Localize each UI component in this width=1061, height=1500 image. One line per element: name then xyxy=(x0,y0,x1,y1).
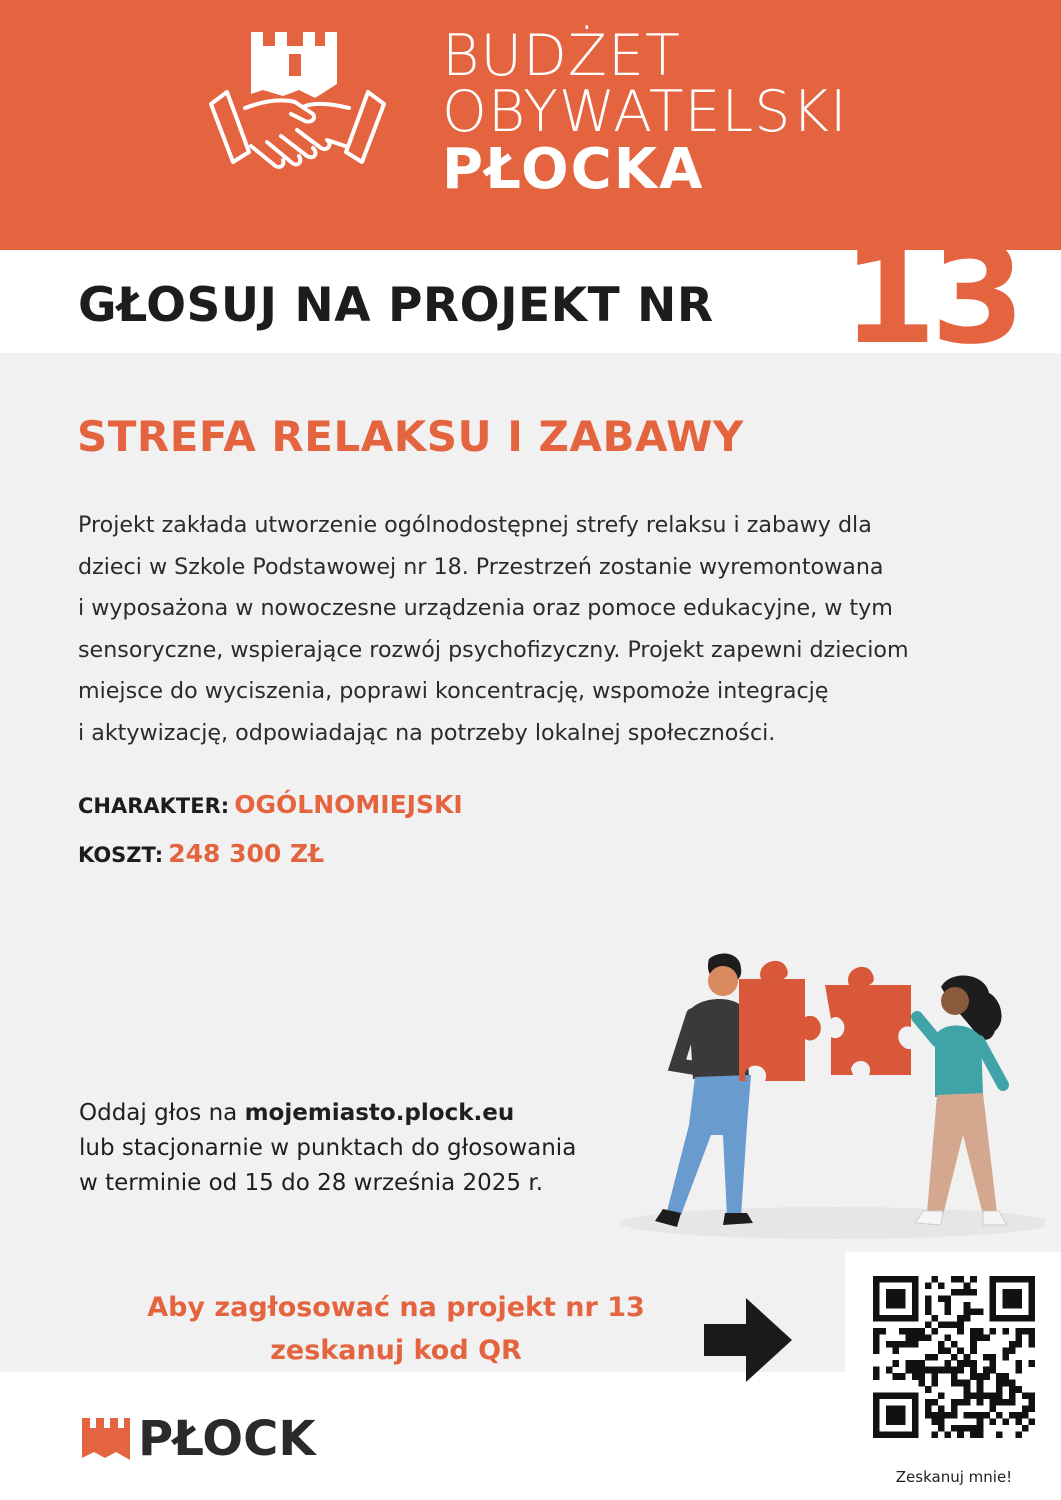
description-line: dzieci w Szkole Podstawowej nr 18. Przestrzeń zostanie wyremontowana xyxy=(78,553,884,580)
woman-figure xyxy=(915,976,1007,1225)
man-figure xyxy=(655,954,753,1227)
brand-line-1: BUDŻET xyxy=(442,23,681,89)
puzzle-people-illustration xyxy=(605,945,1045,1245)
cta-line-1: Aby zagłosować na projekt nr 13 xyxy=(147,1292,645,1323)
description-line: Projekt zakłada utworzenie ogólnodostępnej strefy relaksu i zabawy dla xyxy=(78,512,872,538)
voting-site-link[interactable]: mojemiasto.plock.eu xyxy=(244,1100,515,1126)
project-title: STREFA RELAKSU I ZABAWY xyxy=(77,412,744,461)
brand-wordmark xyxy=(442,23,848,202)
project-number: 13 xyxy=(842,217,1020,375)
qr-code[interactable] xyxy=(873,1276,1035,1438)
qr-call-to-action xyxy=(90,1286,702,1372)
voting-prefix: Oddaj głos na xyxy=(79,1100,245,1126)
description-line: sensoryczne, wspierające rozwój psychofizyczny. Projekt zapewni dzieciom xyxy=(78,636,909,663)
brand-line-2: OBYWATELSKI xyxy=(442,79,848,145)
project-cost xyxy=(78,839,324,868)
brand-line-3: PŁOCKA xyxy=(442,137,705,202)
voting-line-1 xyxy=(79,1096,576,1131)
vote-heading: GŁOSUJ NA PROJEKT NR xyxy=(78,278,714,333)
project-character xyxy=(78,790,463,819)
description-line: miejsce do wyciszenia, poprawi koncentrację, wspomoże integrację xyxy=(78,678,829,704)
castle-crown-icon xyxy=(80,1418,130,1460)
qr-caption: Zeskanuj mnie! xyxy=(895,1468,1013,1486)
voting-info xyxy=(79,1096,576,1201)
cost-label: KOSZT: xyxy=(78,843,164,867)
description-line: i wyposażona w nowoczesne urządzenia oraz pomoce edukacyjne, w tym xyxy=(78,595,893,621)
castle-handshake-icon xyxy=(205,24,390,194)
header-banner xyxy=(0,0,1061,250)
cta-line-2: zeskanuj kod QR xyxy=(270,1335,522,1366)
character-label: CHARAKTER: xyxy=(78,794,230,818)
character-value: OGÓLNOMIEJSKI xyxy=(234,790,463,819)
arrow-right-icon xyxy=(704,1298,792,1382)
voting-line-2: lub stacjonarnie w punktach do głosowania xyxy=(79,1135,577,1161)
project-description xyxy=(78,505,1028,754)
cost-value: 248 300 ZŁ xyxy=(168,839,325,868)
city-name: PŁOCK xyxy=(138,1411,316,1467)
description-line: i aktywizację, odpowiadając na potrzeby lokalnej społeczności. xyxy=(78,719,776,746)
voting-line-3: w terminie od 15 do 28 września 2025 r. xyxy=(79,1170,544,1196)
